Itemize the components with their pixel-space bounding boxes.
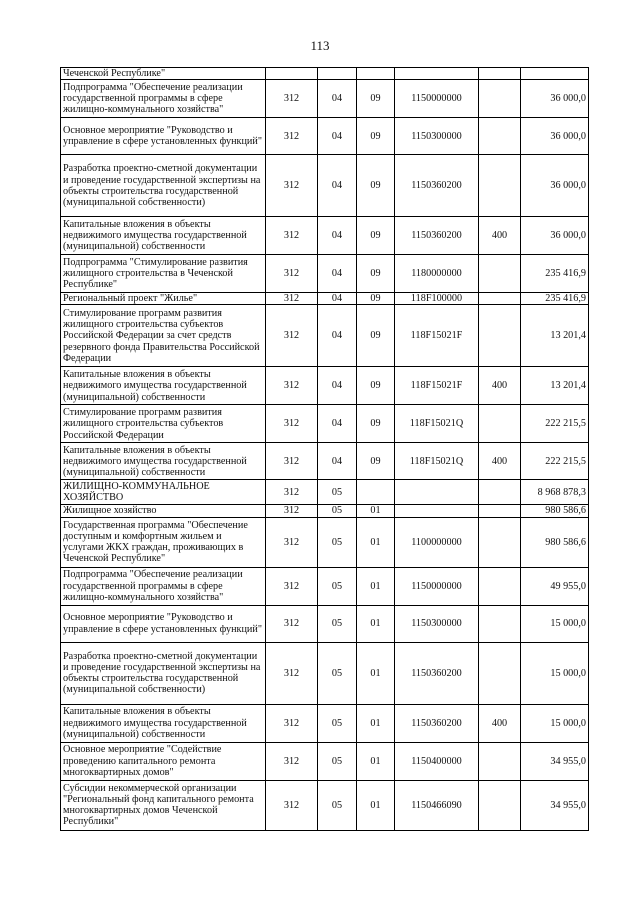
target-article-cell [395, 68, 479, 80]
amount-cell: 15 000,0 [521, 605, 589, 642]
row-name-cell: Стимулирование программ развития жилищного строительства субъектов Российской Федерации за счет средств резервного фонда Правительства Российской Федерации [61, 305, 266, 367]
row-name-cell: Капитальные вложения в объекты недвижимого имущества государственной (муниципальной) собственности [61, 217, 266, 255]
amount-cell: 15 000,0 [521, 642, 589, 704]
target-article-cell: 118F100000 [395, 293, 479, 305]
subsection-cell: 09 [357, 305, 395, 367]
target-article-cell: 1150466090 [395, 780, 479, 830]
table-row [61, 293, 589, 305]
table-row [61, 255, 589, 293]
section-cell: 04 [318, 367, 357, 405]
subsection-cell: 09 [357, 80, 395, 118]
row-name-cell: Подпрограмма "Стимулирование развития жилищного строительства в Чеченской Республике" [61, 255, 266, 293]
row-name-cell: Основное мероприятие "Содействие проведению капитального ремонта многоквартирных домов" [61, 742, 266, 780]
ministry-code-cell: 312 [266, 443, 318, 480]
row-name-cell: Государственная программа "Обеспечение доступным и комфортным жильем и услугами ЖКХ граждан, проживающих в Чеченской Республике" [61, 517, 266, 567]
row-name-cell: Чеченской Республике" [61, 68, 266, 80]
budget-table [60, 67, 589, 831]
subsection-cell: 09 [357, 443, 395, 480]
target-article-cell: 118F15021Q [395, 443, 479, 480]
subsection-cell: 09 [357, 293, 395, 305]
subsection-cell: 01 [357, 605, 395, 642]
table-row [61, 780, 589, 830]
expense-type-cell [479, 305, 521, 367]
amount-cell: 36 000,0 [521, 217, 589, 255]
target-article-cell: 1180000000 [395, 255, 479, 293]
subsection-cell: 01 [357, 642, 395, 704]
amount-cell: 36 000,0 [521, 155, 589, 217]
subsection-cell: 09 [357, 405, 395, 443]
ministry-code-cell: 312 [266, 505, 318, 517]
amount-cell: 49 955,0 [521, 567, 589, 605]
row-name-cell: Капитальные вложения в объекты недвижимого имущества государственной (муниципальной) собственности [61, 704, 266, 742]
amount-cell: 980 586,6 [521, 517, 589, 567]
ministry-code-cell [266, 68, 318, 80]
subsection-cell: 09 [357, 118, 395, 155]
subsection-cell: 01 [357, 704, 395, 742]
row-name-cell: Субсидии некоммерческой организации "Региональный фонд капитального ремонта многоквартирных домов Чеченской Республики" [61, 780, 266, 830]
section-cell: 05 [318, 642, 357, 704]
amount-cell: 36 000,0 [521, 80, 589, 118]
amount-cell: 8 968 878,3 [521, 480, 589, 505]
ministry-code-cell: 312 [266, 118, 318, 155]
section-cell: 05 [318, 780, 357, 830]
table-body [61, 68, 589, 831]
expense-type-cell [479, 255, 521, 293]
ministry-code-cell: 312 [266, 155, 318, 217]
table-row [61, 80, 589, 118]
table-row [61, 118, 589, 155]
table-row [61, 480, 589, 505]
expense-type-cell [479, 517, 521, 567]
table-row [61, 505, 589, 517]
row-name-cell: Региональный проект "Жилье" [61, 293, 266, 305]
target-article-cell: 1150300000 [395, 118, 479, 155]
amount-cell: 34 955,0 [521, 780, 589, 830]
subsection-cell: 01 [357, 742, 395, 780]
section-cell: 04 [318, 217, 357, 255]
expense-type-cell [479, 642, 521, 704]
table-row [61, 642, 589, 704]
row-name-cell: ЖИЛИЩНО-КОММУНАЛЬНОЕ ХОЗЯЙСТВО [61, 480, 266, 505]
subsection-cell [357, 480, 395, 505]
expense-type-cell [479, 405, 521, 443]
section-cell: 05 [318, 742, 357, 780]
subsection-cell: 01 [357, 505, 395, 517]
subsection-cell: 01 [357, 567, 395, 605]
expense-type-cell [479, 80, 521, 118]
expense-type-cell [479, 155, 521, 217]
row-name-cell: Разработка проектно-сметной документации и проведение государственной экспертизы на объекты строительства государственной (муниципальной собственности) [61, 155, 266, 217]
ministry-code-cell: 312 [266, 80, 318, 118]
section-cell: 04 [318, 293, 357, 305]
row-name-cell: Стимулирование программ развития жилищного строительства субъектов Российской Федерации [61, 405, 266, 443]
table-row [61, 405, 589, 443]
target-article-cell: 1150300000 [395, 605, 479, 642]
section-cell: 04 [318, 405, 357, 443]
target-article-cell: 1150000000 [395, 567, 479, 605]
expense-type-cell [479, 68, 521, 80]
amount-cell: 980 586,6 [521, 505, 589, 517]
section-cell: 05 [318, 567, 357, 605]
ministry-code-cell: 312 [266, 367, 318, 405]
target-article-cell: 1100000000 [395, 517, 479, 567]
table-row [61, 704, 589, 742]
expense-type-cell [479, 118, 521, 155]
section-cell: 04 [318, 80, 357, 118]
expense-type-cell [479, 780, 521, 830]
ministry-code-cell: 312 [266, 405, 318, 443]
row-name-cell: Подпрограмма "Обеспечение реализации государственной программы в сфере жилищно-коммунального хозяйства" [61, 80, 266, 118]
subsection-cell: 01 [357, 780, 395, 830]
section-cell: 05 [318, 704, 357, 742]
row-name-cell: Основное мероприятие "Руководство и управление в сфере установленных функций" [61, 605, 266, 642]
table-row [61, 443, 589, 480]
target-article-cell: 1150360200 [395, 155, 479, 217]
page-number: 113 [310, 38, 330, 53]
ministry-code-cell: 312 [266, 605, 318, 642]
target-article-cell: 1150360200 [395, 217, 479, 255]
table-row [61, 367, 589, 405]
section-cell: 04 [318, 305, 357, 367]
amount-cell: 13 201,4 [521, 305, 589, 367]
row-name-cell: Основное мероприятие "Руководство и управление в сфере установленных функций" [61, 118, 266, 155]
subsection-cell: 01 [357, 517, 395, 567]
table-row [61, 217, 589, 255]
table-row [61, 742, 589, 780]
row-name-cell: Жилищное хозяйство [61, 505, 266, 517]
expense-type-cell: 400 [479, 217, 521, 255]
expense-type-cell [479, 605, 521, 642]
subsection-cell: 09 [357, 155, 395, 217]
amount-cell: 235 416,9 [521, 255, 589, 293]
ministry-code-cell: 312 [266, 293, 318, 305]
expense-type-cell: 400 [479, 704, 521, 742]
row-name-cell: Разработка проектно-сметной документации и проведение государственной экспертизы на объекты строительства государственной (муниципальной собственности) [61, 642, 266, 704]
table-row [61, 68, 589, 80]
section-cell: 05 [318, 505, 357, 517]
target-article-cell: 118F15021F [395, 367, 479, 405]
expense-type-cell: 400 [479, 367, 521, 405]
amount-cell: 36 000,0 [521, 118, 589, 155]
target-article-cell: 118F15021F [395, 305, 479, 367]
ministry-code-cell: 312 [266, 780, 318, 830]
ministry-code-cell: 312 [266, 217, 318, 255]
amount-cell: 222 215,5 [521, 405, 589, 443]
section-cell: 04 [318, 443, 357, 480]
ministry-code-cell: 312 [266, 480, 318, 505]
ministry-code-cell: 312 [266, 704, 318, 742]
target-article-cell [395, 505, 479, 517]
target-article-cell [395, 480, 479, 505]
subsection-cell: 09 [357, 217, 395, 255]
section-cell: 05 [318, 480, 357, 505]
subsection-cell: 09 [357, 255, 395, 293]
subsection-cell: 09 [357, 367, 395, 405]
amount-cell: 15 000,0 [521, 704, 589, 742]
section-cell: 05 [318, 605, 357, 642]
section-cell: 04 [318, 118, 357, 155]
section-cell: 04 [318, 155, 357, 217]
table-row [61, 605, 589, 642]
table-row [61, 305, 589, 367]
expense-type-cell: 400 [479, 443, 521, 480]
target-article-cell: 1150000000 [395, 80, 479, 118]
target-article-cell: 1150400000 [395, 742, 479, 780]
ministry-code-cell: 312 [266, 255, 318, 293]
target-article-cell: 118F15021Q [395, 405, 479, 443]
target-article-cell: 1150360200 [395, 704, 479, 742]
table-row [61, 517, 589, 567]
row-name-cell: Капитальные вложения в объекты недвижимого имущества государственной (муниципальной) собственности [61, 367, 266, 405]
expense-type-cell [479, 505, 521, 517]
table-row [61, 155, 589, 217]
amount-cell: 13 201,4 [521, 367, 589, 405]
ministry-code-cell: 312 [266, 742, 318, 780]
amount-cell [521, 68, 589, 80]
section-cell [318, 68, 357, 80]
expense-type-cell [479, 293, 521, 305]
expense-type-cell [479, 480, 521, 505]
ministry-code-cell: 312 [266, 567, 318, 605]
target-article-cell: 1150360200 [395, 642, 479, 704]
amount-cell: 222 215,5 [521, 443, 589, 480]
expense-type-cell [479, 567, 521, 605]
amount-cell: 34 955,0 [521, 742, 589, 780]
ministry-code-cell: 312 [266, 642, 318, 704]
row-name-cell: Подпрограмма "Обеспечение реализации государственной программы в сфере жилищно-коммунального хозяйства" [61, 567, 266, 605]
expense-type-cell [479, 742, 521, 780]
ministry-code-cell: 312 [266, 305, 318, 367]
ministry-code-cell: 312 [266, 517, 318, 567]
section-cell: 04 [318, 255, 357, 293]
table-row [61, 567, 589, 605]
section-cell: 05 [318, 517, 357, 567]
row-name-cell: Капитальные вложения в объекты недвижимого имущества государственной (муниципальной) собственности [61, 443, 266, 480]
subsection-cell [357, 68, 395, 80]
amount-cell: 235 416,9 [521, 293, 589, 305]
